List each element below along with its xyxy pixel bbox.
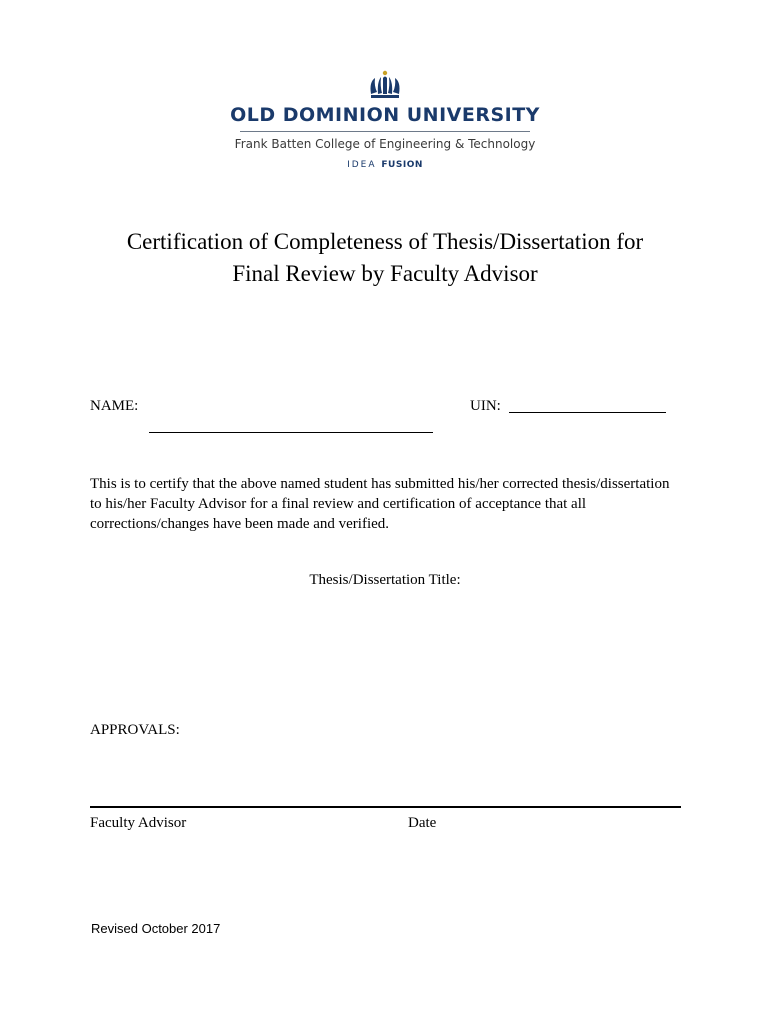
approvals-heading: APPROVALS:	[90, 722, 180, 738]
certification-paragraph: This is to certify that the above named student has submitted his/her corrected thesis/dissertation to his/her Faculty Advisor for a final review and certification of acceptance that all corrections/changes have been made and verified.	[90, 476, 670, 532]
university-name: OLD DOMINION UNIVERSITY	[230, 104, 540, 126]
tagline-idea: IDEA	[347, 160, 377, 170]
thesis-title-label: Thesis/Dissertation Title:	[309, 572, 461, 588]
uin-field[interactable]	[509, 394, 666, 412]
name-label: NAME:	[90, 398, 139, 414]
faculty-advisor-label: Faculty Advisor	[90, 815, 187, 831]
document-title	[0, 226, 770, 290]
university-logo	[0, 70, 770, 170]
date-label: Date	[408, 815, 437, 831]
tagline-fusion: FUSION	[381, 160, 423, 170]
title-line-2: Final Review by Faculty Advisor	[232, 261, 538, 286]
name-field[interactable]	[149, 414, 433, 432]
name-underline	[149, 432, 433, 433]
crown-icon	[365, 70, 405, 100]
college-name: Frank Batten College of Engineering & Technology	[234, 137, 536, 151]
signature-line[interactable]	[90, 806, 681, 808]
header-divider	[240, 131, 530, 132]
revision-note: Revised October 2017	[91, 921, 221, 936]
idea-fusion-tagline	[0, 160, 770, 170]
uin-label: UIN:	[470, 398, 501, 414]
uin-underline	[509, 412, 666, 413]
title-line-1: Certification of Completeness of Thesis/Dissertation for	[126, 229, 644, 254]
